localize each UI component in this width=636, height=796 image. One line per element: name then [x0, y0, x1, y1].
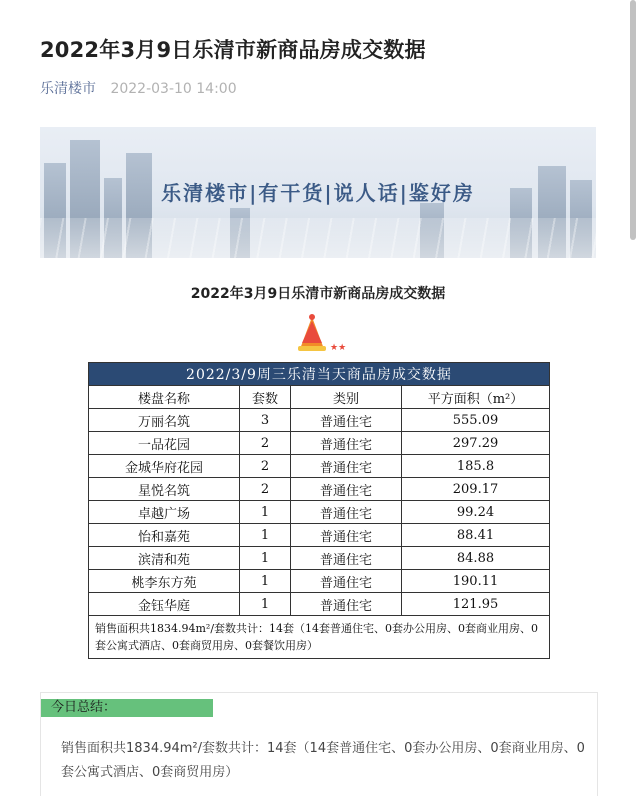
cell-area: 297.29 — [402, 432, 550, 455]
column-header: 套数 — [240, 386, 291, 409]
cell-type: 普通住宅 — [291, 478, 402, 501]
svg-text:★★: ★★ — [330, 343, 347, 353]
cell-units: 2 — [240, 455, 291, 478]
transaction-table — [88, 362, 550, 659]
cell-type: 普通住宅 — [291, 547, 402, 570]
table-row — [89, 455, 550, 478]
article-meta — [40, 78, 237, 98]
cell-area: 209.17 — [402, 478, 550, 501]
cell-type: 普通住宅 — [291, 432, 402, 455]
column-header: 平方面积（m²） — [402, 386, 550, 409]
cell-type: 普通住宅 — [291, 593, 402, 616]
cell-project: 怡和嘉苑 — [89, 524, 240, 547]
table-row — [89, 409, 550, 432]
cell-units: 1 — [240, 524, 291, 547]
table-row — [89, 524, 550, 547]
cell-area: 190.11 — [402, 570, 550, 593]
section-subtitle: 2022年3月9日乐清市新商品房成交数据 — [190, 286, 446, 302]
table-note: 销售面积共1834.94m²/套数共计：14套（14套普通住宅、0套办公用房、0套商业用房、0套公寓式酒店、0套商贸用房、0套餐饮用房） — [89, 616, 550, 659]
cell-project: 星悦名筑 — [89, 478, 240, 501]
summary-text: 销售面积共1834.94m²/套数共计：14套（14套普通住宅、0套办公用房、0套商业用房、0套公寓式酒店、0套商贸用房） — [61, 741, 585, 780]
cell-units: 2 — [240, 432, 291, 455]
summary-label: 今日总结： — [41, 699, 213, 717]
table-row — [89, 593, 550, 616]
cell-units: 2 — [240, 478, 291, 501]
table-row — [89, 570, 550, 593]
cell-project: 万丽名筑 — [89, 409, 240, 432]
table-note-row — [89, 616, 550, 659]
cell-type: 普通住宅 — [291, 501, 402, 524]
cell-project: 卓越广场 — [89, 501, 240, 524]
cell-units: 1 — [240, 547, 291, 570]
cell-type: 普通住宅 — [291, 524, 402, 547]
table-header-row — [89, 386, 550, 409]
scrollbar[interactable] — [630, 0, 636, 240]
table-row — [89, 478, 550, 501]
cell-project: 桃李东方苑 — [89, 570, 240, 593]
cell-type: 普通住宅 — [291, 455, 402, 478]
cell-area: 121.95 — [402, 593, 550, 616]
account-name-link[interactable]: 乐清楼市 — [40, 81, 96, 97]
cell-area: 88.41 — [402, 524, 550, 547]
banner-slogan: 乐清楼市|有干货|说人话|鉴好房 — [161, 181, 475, 205]
banner-grid-floor — [40, 218, 596, 258]
publish-date: 2022-03-10 14:00 — [110, 81, 237, 97]
cell-project: 金钰华庭 — [89, 593, 240, 616]
cell-units: 1 — [240, 593, 291, 616]
column-header: 楼盘名称 — [89, 386, 240, 409]
table-row — [89, 432, 550, 455]
table-row — [89, 547, 550, 570]
cell-units: 1 — [240, 570, 291, 593]
cell-project: 滨清和苑 — [89, 547, 240, 570]
article-title: 2022年3月9日乐清市新商品房成交数据 — [40, 38, 426, 62]
party-hat-icon — [290, 313, 350, 353]
cell-units: 3 — [240, 409, 291, 432]
cell-units: 1 — [240, 501, 291, 524]
column-header: 类别 — [291, 386, 402, 409]
transaction-table-wrapper — [88, 362, 550, 659]
cell-area: 185.8 — [402, 455, 550, 478]
cell-type: 普通住宅 — [291, 409, 402, 432]
cell-area: 84.88 — [402, 547, 550, 570]
banner-image — [40, 127, 596, 258]
cell-area: 555.09 — [402, 409, 550, 432]
cell-type: 普通住宅 — [291, 570, 402, 593]
table-row — [89, 501, 550, 524]
summary-box — [40, 692, 598, 796]
cell-area: 99.24 — [402, 501, 550, 524]
cell-project: 金城华府花园 — [89, 455, 240, 478]
table-caption: 2022/3/9周三乐清当天商品房成交数据 — [89, 363, 550, 386]
cell-project: 一品花园 — [89, 432, 240, 455]
